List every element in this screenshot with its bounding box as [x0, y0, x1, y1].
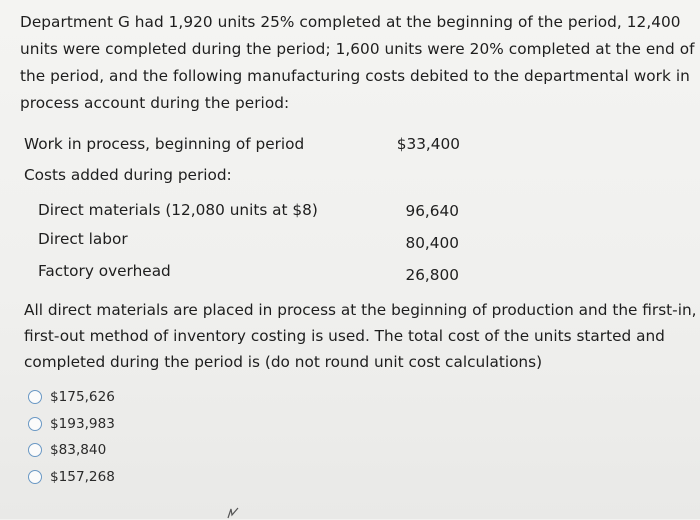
answer-option-label: $193,983	[50, 415, 115, 432]
direct-labor-amount: 80,400	[405, 234, 459, 252]
factory-overhead-amount: 26,800	[405, 266, 459, 284]
intro-line: units were completed during the period; 1,600 units were 20% completed at the end of	[20, 40, 695, 58]
wip-label: Work in process, beginning of period	[24, 135, 305, 153]
intro-line: the period, and the following manufacturing costs debited to the departmental work in	[20, 67, 690, 85]
answer-options	[28, 384, 115, 490]
question-prompt	[24, 297, 696, 375]
intro-line: process account during the period:	[20, 94, 290, 112]
wip-amount: $33,400	[396, 135, 460, 153]
radio-button[interactable]	[28, 470, 42, 484]
answer-option-1[interactable]	[28, 384, 115, 411]
question-intro	[20, 9, 696, 117]
prompt-line: completed during the period is (do not round unit cost calculations)	[24, 353, 543, 371]
intro-line: Department G had 1,920 units 25% completed at the beginning of the period, 12,400	[20, 13, 681, 31]
answer-option-label: $175,626	[50, 389, 115, 406]
answer-option-label: $157,268	[50, 468, 115, 485]
mouse-cursor-icon	[226, 506, 240, 520]
answer-option-4[interactable]	[28, 464, 115, 491]
radio-button[interactable]	[28, 417, 42, 431]
prompt-line: first-out method of inventory costing is used. The total cost of the units started and	[24, 327, 665, 345]
direct-labor-label: Direct labor	[38, 230, 128, 248]
answer-option-2[interactable]	[28, 411, 115, 438]
answer-option-3[interactable]	[28, 437, 115, 464]
prompt-line: All direct materials are placed in process at the beginning of production and the first-in,	[24, 301, 697, 319]
factory-overhead-label: Factory overhead	[38, 262, 171, 280]
radio-button[interactable]	[28, 390, 42, 404]
direct-materials-amount: 96,640	[405, 202, 459, 220]
direct-materials-label: Direct materials (12,080 units at $8)	[38, 201, 318, 219]
costs-added-label: Costs added during period:	[24, 166, 232, 184]
radio-button[interactable]	[28, 443, 42, 457]
answer-option-label: $83,840	[50, 442, 107, 459]
